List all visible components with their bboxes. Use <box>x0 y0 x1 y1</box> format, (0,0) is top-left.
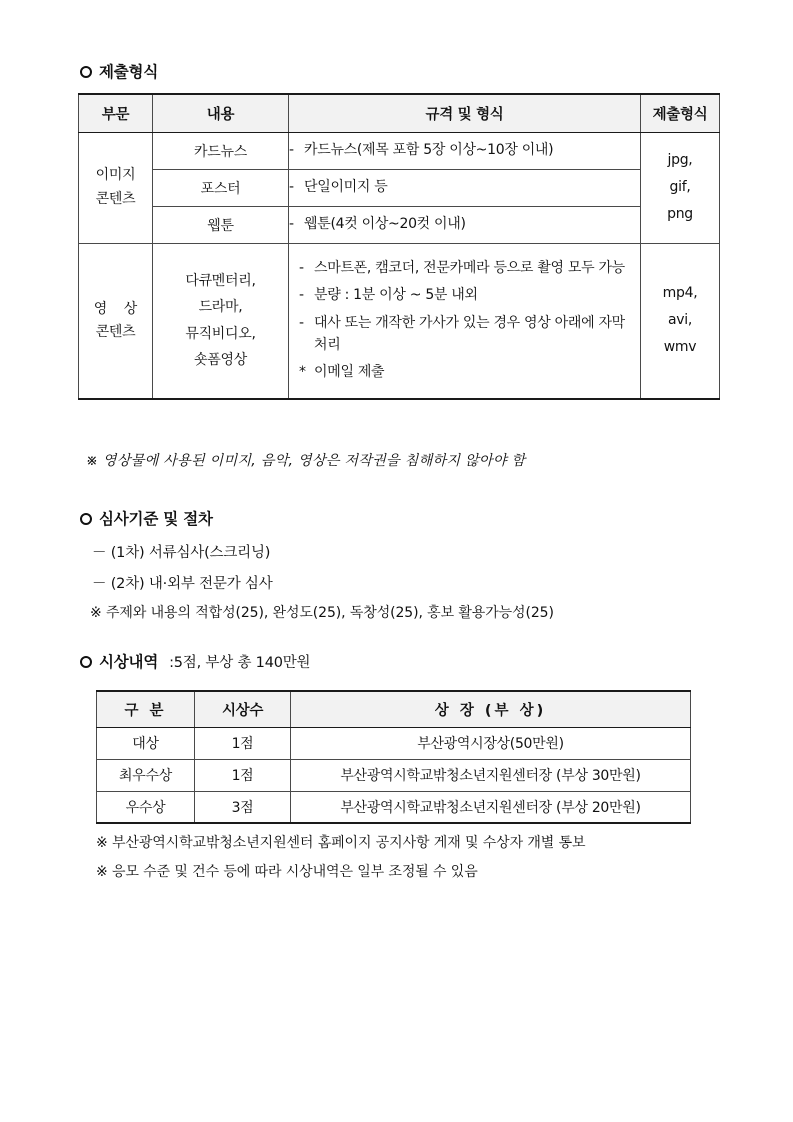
cell-filetype-image <box>641 132 720 243</box>
section-title-criteria: 심사기준 및 절차 <box>99 510 213 528</box>
circle-bullet-icon <box>80 656 92 668</box>
category-line: 콘텐츠 <box>95 190 136 207</box>
note-criteria-scores: ※ 주제와 내용의 적합성(25), 완성도(25), 독창성(25), 홍보 활용가능성(25) <box>90 605 554 621</box>
table-row <box>79 206 720 243</box>
list-dash-marker: - <box>299 287 304 304</box>
col-header-prize: 상 장 (부 상) <box>291 691 691 727</box>
section-heading-awards <box>80 650 310 672</box>
list-text: 스마트폰, 캠코더, 전문카메라 등으로 촬영 모두 가능 <box>314 259 625 276</box>
awards-table <box>96 690 691 824</box>
list-dash-marker: - <box>289 178 294 195</box>
content-line: 다큐멘터리, <box>185 272 256 289</box>
note-award-announce: ※ 부산광역시학교밖청소년지원센터 홈페이지 공지사항 게재 및 수상자 개별 통보 <box>96 835 586 851</box>
col-header-count: 시상수 <box>195 691 291 727</box>
filetype-line: mp4, <box>662 284 698 301</box>
note-award-adjust: ※ 응모 수준 및 건수 등에 따라 시상내역은 일부 조정될 수 있음 <box>96 864 478 880</box>
cell-spec-poster <box>289 169 641 206</box>
cell-prize: 부산광역시학교밖청소년지원센터장 (부상 20만원) <box>291 791 691 823</box>
cell-division: 대상 <box>97 727 195 759</box>
category-line: 이미지 <box>95 167 136 184</box>
table-row <box>97 759 691 791</box>
section-heading-submission <box>80 60 158 82</box>
content-line: 뮤직비디오, <box>185 325 256 342</box>
list-dash-marker: - <box>289 141 294 158</box>
filetype-line: gif, <box>669 178 691 195</box>
cell-count: 1점 <box>195 759 291 791</box>
filetype-line: wmv <box>663 339 697 356</box>
criteria-item-1: － (1차) 서류심사(스크리닝) <box>92 545 271 561</box>
col-header-division: 구 분 <box>97 691 195 727</box>
list-text: 웹툰(4컷 이상~20컷 이내) <box>304 215 466 232</box>
list-dash-marker: - <box>289 215 294 232</box>
list-text: 분량 : 1분 이상 ~ 5분 내외 <box>314 287 478 304</box>
criteria-item-2: － (2차) 내·외부 전문가 심사 <box>92 576 273 592</box>
filetype-line: jpg, <box>667 151 693 168</box>
table-row <box>79 169 720 206</box>
category-line: 콘텐츠 <box>95 323 136 340</box>
table-row <box>97 727 691 759</box>
section-subtitle-awards: :5점, 부상 총 140만원 <box>169 655 311 671</box>
list-dash-marker: - <box>299 314 304 331</box>
note-copyright: ※ 영상물에 사용된 이미지, 음악, 영상은 저작권을 침해하지 않아야 함 <box>86 453 526 469</box>
list-text: 카드뉴스(제목 포함 5장 이상~10장 이내) <box>304 141 554 158</box>
table-header-row <box>79 94 720 132</box>
cell-category-video <box>79 243 153 399</box>
category-line: 영 상 <box>93 300 144 317</box>
cell-prize: 부산광역시장상(50만원) <box>291 727 691 759</box>
cell-content-video <box>153 243 289 399</box>
cell-content-poster: 포스터 <box>153 169 289 206</box>
filetype-line: avi, <box>667 312 692 329</box>
cell-division: 최우수상 <box>97 759 195 791</box>
cell-division: 우수상 <box>97 791 195 823</box>
content-line: 숏폼영상 <box>194 352 247 369</box>
circle-bullet-icon <box>80 513 92 525</box>
list-asterisk-marker: * <box>299 364 306 381</box>
list-text: 이메일 제출 <box>314 364 385 381</box>
col-header-filetype: 제출형식 <box>641 94 720 132</box>
section-heading-criteria <box>80 507 213 529</box>
table-row <box>97 791 691 823</box>
cell-spec-webtoon <box>289 206 641 243</box>
col-header-spec: 규격 및 형식 <box>289 94 641 132</box>
cell-spec-video <box>289 243 641 399</box>
cell-filetype-video <box>641 243 720 399</box>
content-line: 드라마, <box>198 299 243 316</box>
table-header-row <box>97 691 691 727</box>
section-title-awards: 시상내역 <box>99 653 159 671</box>
cell-content-webtoon: 웹툰 <box>153 206 289 243</box>
cell-prize: 부산광역시학교밖청소년지원센터장 (부상 30만원) <box>291 759 691 791</box>
cell-spec-cardnews <box>289 132 641 169</box>
list-text: 단일이미지 등 <box>304 178 388 195</box>
list-text: 대사 또는 개작한 가사가 있는 경우 영상 아래에 자막처리 <box>314 314 625 353</box>
cell-count: 3점 <box>195 791 291 823</box>
submission-format-table <box>78 93 720 400</box>
col-header-content: 내용 <box>153 94 289 132</box>
table-row <box>79 132 720 169</box>
table-row <box>79 243 720 399</box>
circle-bullet-icon <box>80 66 92 78</box>
section-title-submission: 제출형식 <box>99 63 159 81</box>
list-dash-marker: - <box>299 259 304 276</box>
filetype-line: png <box>667 206 693 223</box>
cell-count: 1점 <box>195 727 291 759</box>
cell-content-cardnews: 카드뉴스 <box>153 132 289 169</box>
col-header-category: 부문 <box>79 94 153 132</box>
cell-category-image <box>79 132 153 243</box>
